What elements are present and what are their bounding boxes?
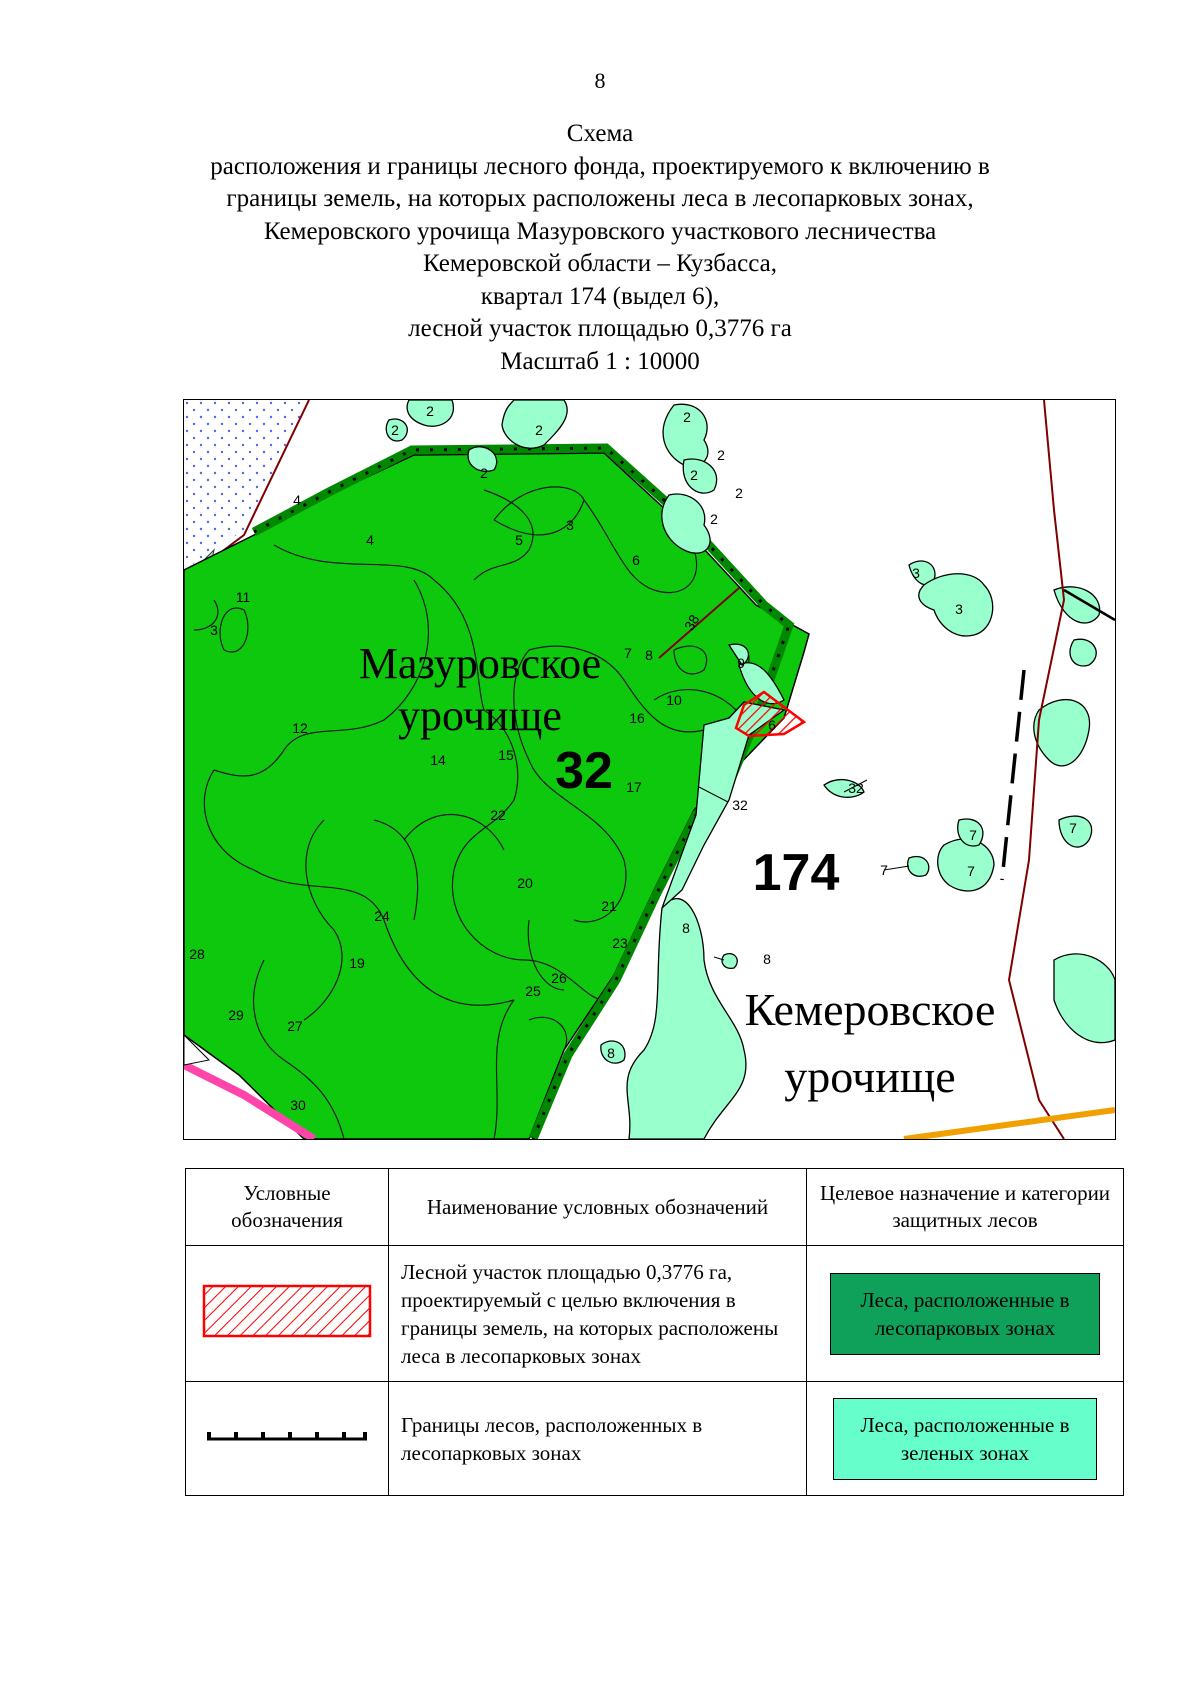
- compartment-label: 8: [607, 1045, 615, 1061]
- title-line: Схема: [566, 120, 634, 147]
- category-box-green: Леса, расположенные в зеленых зонах: [833, 1398, 1097, 1480]
- compartment-label: 24: [374, 908, 390, 924]
- compartment-label: 8: [682, 920, 690, 936]
- legend-header-row: [186, 1169, 1124, 1246]
- title-line: границы земель, на которых расположены леса в лесопарковых зонах,: [226, 185, 974, 212]
- compartment-label: 3: [955, 601, 963, 617]
- category-box-park: Леса, расположенные в лесопарковых зонах: [830, 1273, 1100, 1355]
- title-block: [0, 118, 1200, 378]
- compartment-label: 32: [732, 797, 748, 813]
- legend-symbol-cell: [186, 1246, 389, 1382]
- compartment-label: 2: [535, 422, 543, 438]
- compartment-label: 30: [290, 1097, 306, 1113]
- compartment-label: 3: [912, 565, 920, 581]
- compartment-label: 14: [430, 752, 446, 768]
- compartment-label: 25: [525, 983, 541, 999]
- compartment-label: 6: [768, 717, 776, 733]
- quarter-label-32: 32: [555, 742, 613, 800]
- compartment-label: 6: [632, 552, 640, 568]
- compartment-label: 19: [349, 955, 365, 971]
- compartment-label: 8: [645, 647, 653, 663]
- place-name-kemerovskoe-2: урочище: [784, 1051, 956, 1102]
- compartment-label: 22: [490, 807, 506, 823]
- compartment-label: 26: [551, 970, 567, 986]
- place-name-mazurovskoe-2: урочище: [398, 691, 562, 740]
- compartment-label: 8: [763, 951, 771, 967]
- legend-header-symbol: Условные обозначения: [186, 1169, 389, 1246]
- title-line: лесной участок площадью 0,3776 га: [408, 315, 792, 342]
- red-hatched-rectangle-icon: [202, 1284, 372, 1338]
- dashed-boundary-line-icon: [202, 1426, 372, 1446]
- compartment-label: 12: [292, 720, 308, 736]
- compartment-label: 7: [967, 863, 975, 879]
- compartment-label: 17: [626, 779, 642, 795]
- title-line: Масштаб 1 : 10000: [500, 347, 700, 375]
- compartment-label: 28: [189, 946, 205, 962]
- compartment-label: 2: [426, 403, 434, 419]
- compartment-label: 2: [710, 511, 718, 527]
- compartment-label: 15: [498, 747, 514, 763]
- legend-row: [186, 1246, 1124, 1382]
- page-number: 8: [594, 68, 606, 93]
- title-line: расположения и границы лесного фонда, проектируемого к включению в: [210, 152, 990, 180]
- compartment-label: 9: [737, 655, 745, 671]
- legend-header-name: Наименование условных обозначений: [389, 1169, 807, 1246]
- compartment-label: 2: [690, 467, 698, 483]
- title-line: квартал 174 (выдел 6),: [480, 282, 720, 310]
- compartment-label: 2: [480, 465, 488, 481]
- legend-description: Границы лесов, расположенных в лесопарковых зонах: [389, 1382, 807, 1496]
- legend-row: [186, 1382, 1124, 1496]
- legend-category-cell: [807, 1382, 1124, 1496]
- compartment-label: 7: [624, 645, 632, 661]
- compartment-label: 27: [287, 1018, 303, 1034]
- compartment-label: 3: [210, 622, 218, 638]
- compartment-label: 4: [366, 532, 374, 548]
- right-boundary: [1009, 400, 1064, 1139]
- place-name-kemerovskoe: Кемеровское: [744, 984, 996, 1035]
- compartment-label: 7: [1069, 820, 1077, 836]
- place-name-mazurovskoe: Мазуровское: [358, 639, 602, 688]
- compartment-label: 2: [391, 422, 399, 438]
- compartment-label: 3: [566, 517, 574, 533]
- compartment-label: 11: [235, 589, 251, 605]
- compartment-label: 2: [717, 447, 725, 463]
- compartment-label: 5: [515, 532, 523, 548]
- compartment-label: 7: [880, 862, 888, 878]
- legend-description: Лесной участок площадью 0,3776 га, проектируемый с целью включения в границы земель, на которых расположены леса в лесопарковых зонах: [389, 1246, 807, 1382]
- compartment-label: 16: [629, 710, 645, 726]
- compartment-label: 23: [612, 935, 628, 951]
- compartment-label: 20: [517, 875, 533, 891]
- compartment-label: 4: [293, 492, 301, 508]
- compartment-label: 10: [666, 692, 682, 708]
- map-canvas: [184, 400, 1115, 1139]
- quarter-label-174: 174: [752, 844, 840, 902]
- legend-category-cell: [807, 1246, 1124, 1382]
- legend-table: [185, 1168, 1124, 1496]
- legend-symbol-cell: [186, 1382, 389, 1496]
- compartment-label: 2: [683, 409, 691, 425]
- compartment-label: 38: [680, 611, 703, 634]
- compartment-label: 7: [969, 827, 977, 843]
- compartment-label: 29: [228, 1007, 244, 1023]
- title-line: Кемеровской области – Кузбасса,: [423, 250, 777, 277]
- compartment-label: 2: [735, 485, 743, 501]
- dashed-road: [1002, 670, 1024, 880]
- compartment-label: 32: [848, 780, 864, 796]
- title-line: Кемеровского урочища Мазуровского участкового лесничества: [263, 217, 937, 245]
- compartment-label: 21: [601, 898, 617, 914]
- forest-map: [183, 399, 1116, 1140]
- orange-road: [904, 1110, 1115, 1139]
- legend-header-category: Целевое назначение и категории защитных лесов: [807, 1169, 1124, 1246]
